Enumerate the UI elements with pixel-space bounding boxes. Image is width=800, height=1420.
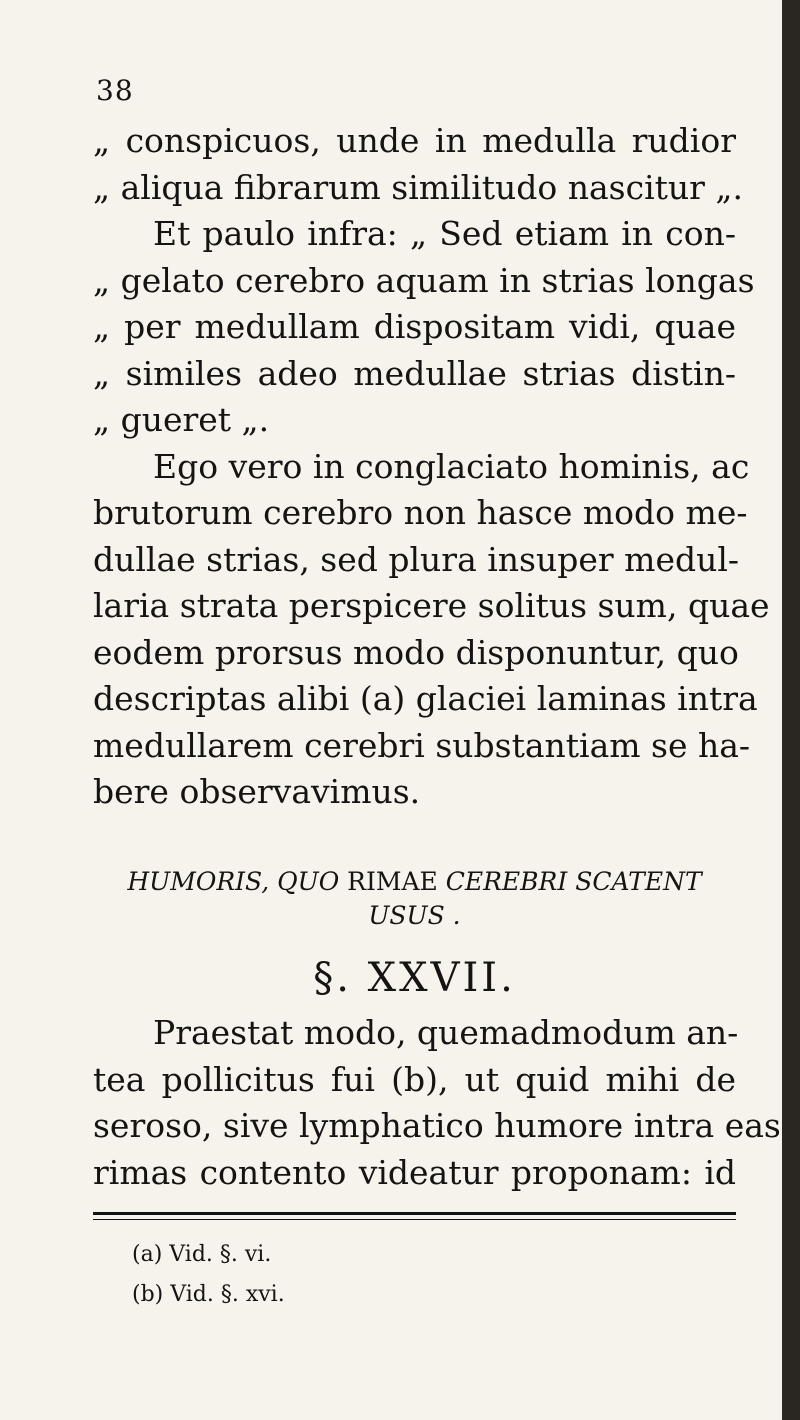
text-line: tea pollicitus fui (b), ut quid mihi de — [93, 1059, 736, 1099]
text-block-2 — [93, 1010, 781, 1196]
footnote-b: (b) Vid. §. xvi. — [132, 1282, 285, 1307]
chapter-heading-line2: USUS . — [368, 901, 461, 930]
heading-part: CEREBRI SCATENT — [445, 867, 702, 896]
text-line: brutorum cerebro non hasce modo me- — [93, 493, 748, 532]
text-line: „ conspicuos, unde in medulla rudior — [93, 121, 736, 160]
text-line: Praestat modo, quemadmodum an- — [153, 1013, 739, 1052]
text-line: eodem prorsus modo disponuntur, quo — [93, 632, 739, 672]
text-line: medullarem cerebri substantiam se ha- — [93, 725, 751, 765]
text-block-1 — [93, 118, 770, 816]
text-line: rimas contento videatur proponam: id — [93, 1152, 736, 1192]
text-line: „ gueret „. — [93, 400, 270, 439]
text-line: „ aliqua fibrarum similitudo nascitur „. — [93, 167, 744, 207]
text-line: „ gelato cerebro aquam in strias longas — [93, 260, 755, 300]
text-line: seroso, sive lymphatico humore intra eas — [93, 1106, 781, 1145]
footnote-rule-thin — [93, 1219, 736, 1220]
page-number: 38 — [96, 74, 134, 107]
heading-part: HUMORIS, QUO — [127, 867, 340, 896]
page-edge-shadow — [782, 0, 800, 1420]
text-line: „ similes adeo medullae strias distin- — [93, 353, 736, 393]
text-line: bere observavimus. — [93, 772, 421, 811]
section-title: §. XXVII. — [313, 955, 516, 1001]
text-line: descriptas alibi (a) glaciei laminas intra — [93, 679, 758, 718]
footnote-rule — [93, 1212, 736, 1215]
text-line: laria strata perspicere solitus sum, quae — [93, 586, 770, 625]
heading-part: RIMAE — [347, 867, 438, 896]
text-line: „ per medullam dispositam vidi, quae — [93, 307, 736, 346]
text-line: dullae strias, sed plura insuper medul- — [93, 539, 740, 579]
text-line: Et paulo infra: „ Sed etiam in con- — [153, 214, 736, 253]
chapter-heading — [93, 866, 736, 897]
text-line: Ego vero in conglaciato hominis, ac — [153, 446, 750, 486]
footnote-a: (a) Vid. §. vi. — [132, 1242, 272, 1267]
